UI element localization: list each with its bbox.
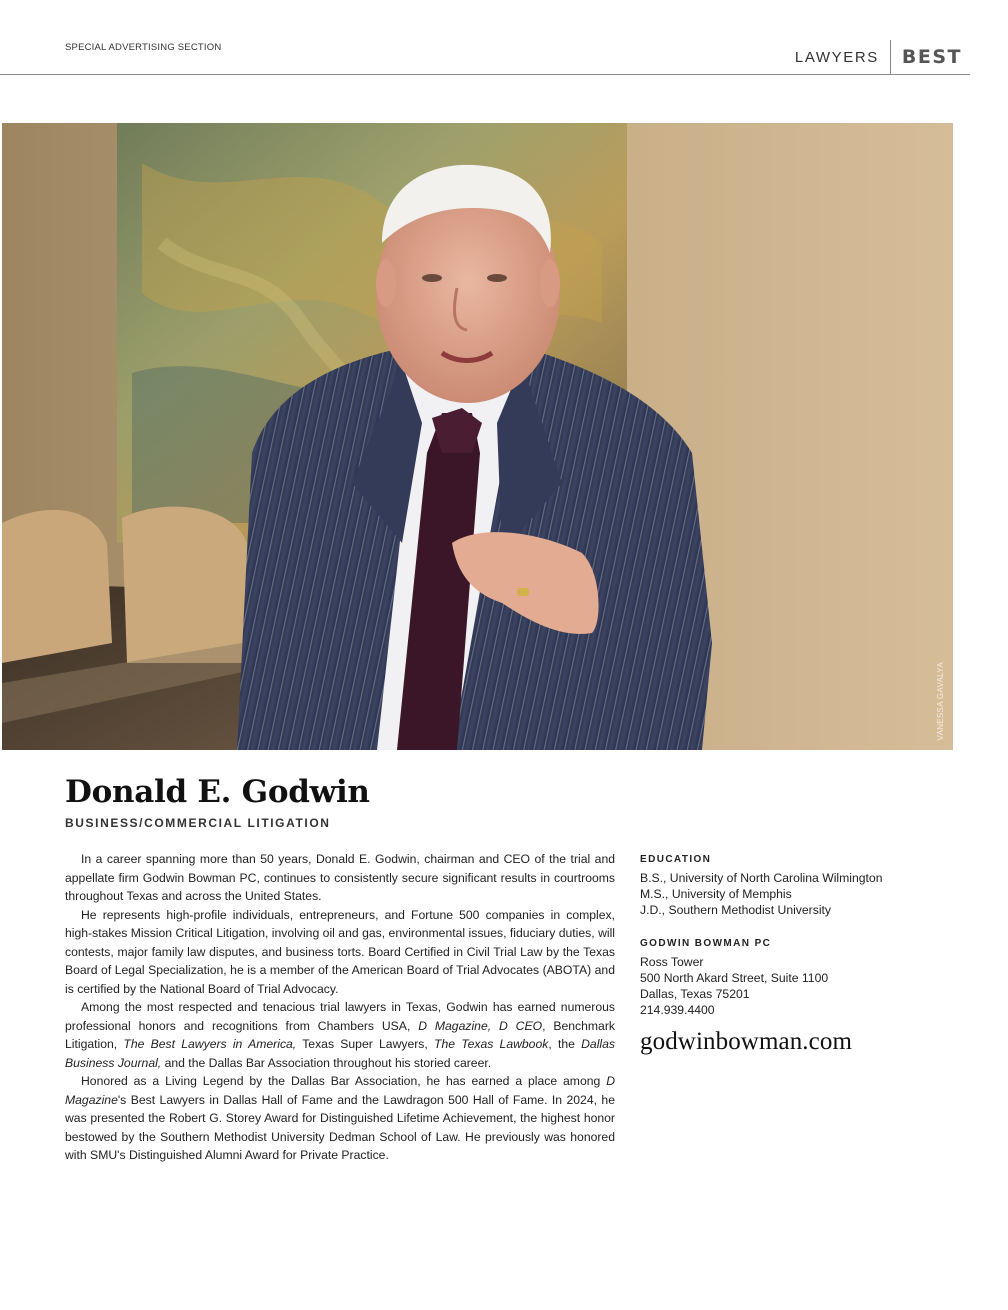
bio-p3-text: , the <box>548 1037 582 1051</box>
biography <box>65 850 615 1165</box>
attorney-name: Donald E. Godwin <box>65 774 370 810</box>
brand-best: BEST <box>901 46 962 68</box>
firm-street: 500 North Akard Street, Suite 1100 <box>640 971 829 985</box>
bio-p3-publication: The Best Lawyers in America, <box>123 1037 297 1051</box>
education-heading: EDUCATION <box>640 854 712 865</box>
education-item: J.D., Southern Methodist University <box>640 903 832 917</box>
header-rule <box>0 74 970 75</box>
bio-p3-text: Among the most respected and tenacious trial lawyers in Texas, Godwin has earned numerous professional honors and recognitions from Chambers USA, <box>65 1000 615 1033</box>
bio-paragraph-3 <box>65 998 615 1072</box>
bio-p3-text: and the Dallas Bar Association throughout his storied career. <box>161 1055 492 1070</box>
practice-area: BUSINESS/COMMERCIAL LITIGATION <box>65 816 331 830</box>
portrait-photo <box>2 123 953 750</box>
portrait-illustration <box>2 123 953 750</box>
bio-p3-publication: The Texas Lawbook <box>434 1037 549 1051</box>
photo-credit: VANESSA GAVALYA <box>936 661 945 740</box>
section-label: SPECIAL ADVERTISING SECTION <box>65 42 222 53</box>
bio-p3-publication: D Magazine, D CEO <box>418 1018 543 1033</box>
education-item: M.S., University of Memphis <box>640 887 792 901</box>
bio-p3-publication: Dallas Business Journal, <box>65 1037 615 1070</box>
firm-contact-section <box>640 936 940 1018</box>
bio-p4-text: 's Best Lawyers in Dallas Hall of Fame and the Lawdragon 500 Hall of Fame. In 2024, he was presented the Robert G. Storey Award for Distinguished Lifetime Achievement, the highest honor bestowed by the Southern Methodist University Dedman School of Law. He previously was honored with SMU's Distinguished Alumni Award for Private Practice. <box>65 1092 615 1162</box>
firm-city: Dallas, Texas 75201 <box>640 987 750 1001</box>
bio-paragraph-1: In a career spanning more than 50 years, Donald E. Godwin, chairman and CEO of the trial and appellate firm Godwin Bowman PC, continues to consistently secure significant results in courtrooms throughout Texas and across the United States. <box>65 852 615 903</box>
firm-phone[interactable]: 214.939.4400 <box>640 1003 715 1017</box>
education-item: B.S., University of North Carolina Wilmington <box>640 871 883 885</box>
bio-p4-text: Honored as a Living Legend by the Dallas Bar Association, he has earned a place among <box>81 1074 607 1088</box>
firm-building: Ross Tower <box>640 955 704 969</box>
sidebar <box>640 852 940 1055</box>
brand-lawyers: LAWYERS <box>794 48 879 66</box>
education-section <box>640 852 940 918</box>
firm-heading: GODWIN BOWMAN PC <box>640 938 772 949</box>
bio-p3-text: Texas Super Lawyers, <box>296 1037 435 1051</box>
bio-paragraph-2: He represents high-profile individuals, entrepreneurs, and Fortune 500 companies in complex, high-stakes Mission Critical Litigation, involving oil and gas, environmental issues, fiduciary duties, will contests, major family law disputes, and business torts. Board Certified in Civil Trial Law by the Texas Board of Legal Specialization, he is a member of the American Board of Trial Advocates (ABOTA) and is certified by the National Board of Trial Advocacy. <box>65 907 615 996</box>
publication-brand <box>795 40 962 74</box>
bio-p3-text: , Benchmark Litigation, <box>65 1018 615 1051</box>
firm-website-link[interactable]: godwinbowman.com <box>640 1028 852 1055</box>
bio-p4-publication: D Magazine <box>65 1074 615 1107</box>
bio-paragraph-4 <box>65 1072 615 1165</box>
